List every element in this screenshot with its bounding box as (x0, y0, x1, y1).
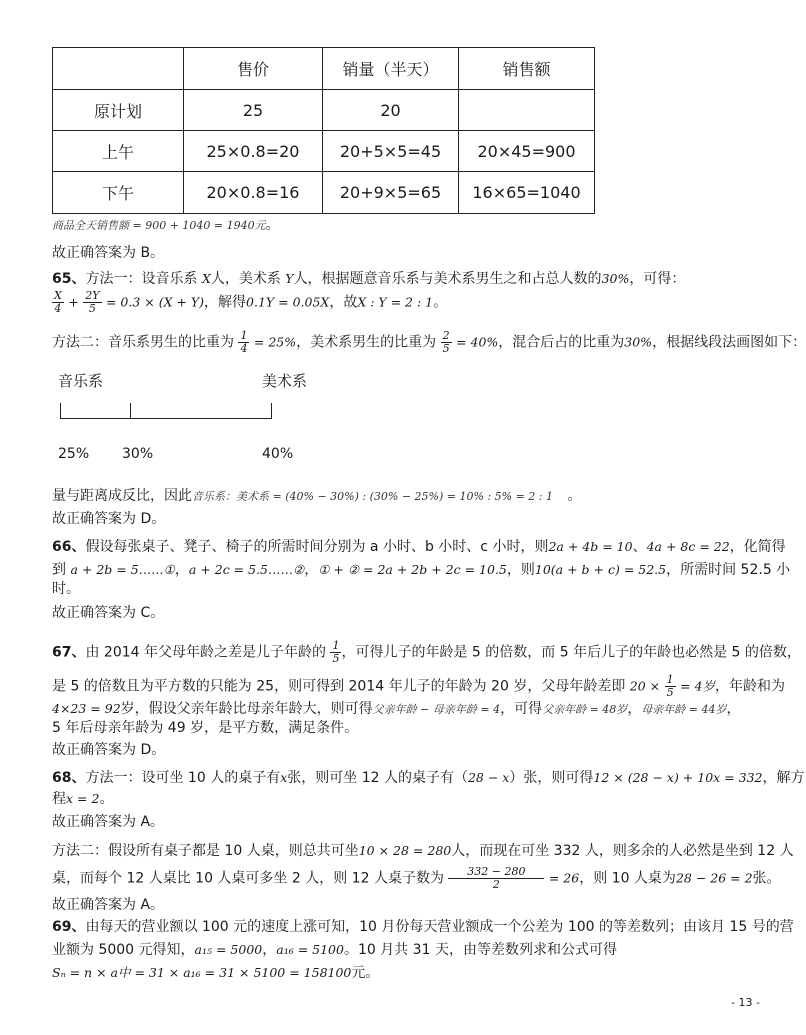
text: 。10 月共 31 天，由等差数列求和公式可得 (343, 942, 617, 958)
q65-line2: $\frac{X}{4}$ + $\frac{2Y}{5}$ = 0.3 × (X + Y)，解得0.1Y = 0.05X，故X : Y = 2 : 1。 (54, 289, 448, 315)
fraction: $\frac{X}{4}$ (54, 289, 62, 315)
q67-line2 (52, 674, 785, 699)
text: 方法一：设音乐系 (85, 271, 198, 287)
math-expression: = 26 (548, 870, 580, 886)
text: 量与距离成反比，因此 (52, 488, 192, 504)
fraction: $\frac{1}{5}$ (332, 639, 340, 665)
text: 元。 (351, 965, 380, 981)
math-expression: = 25% (253, 334, 297, 350)
table-header-cell (53, 48, 184, 90)
math-expression: Sₙ = n × a中 = 31 × a₁₆ = 31 × 5100 = 158100 (52, 965, 352, 980)
text: 。 (265, 217, 280, 233)
table-cell: 上午 (53, 131, 184, 172)
table-row (53, 131, 595, 172)
fraction: $\frac{2Y}{5}$ (85, 289, 100, 315)
q67-line3 (52, 700, 741, 719)
math-var: x (280, 770, 288, 785)
math-expression: a + 2b = 5……① (70, 562, 175, 577)
diagram-tick-label: 30% (122, 446, 154, 462)
text: 岁，假设父亲年龄比母亲年龄大，则可得 (120, 701, 373, 717)
math-expression: 父亲年龄 = 48岁 (542, 703, 628, 716)
math-expression: 30% (624, 334, 653, 350)
table-row (53, 90, 595, 131)
diagram-tick (130, 403, 131, 419)
math-expression: 0.1Y = 0.05X (246, 294, 330, 310)
q68-line1 (52, 769, 805, 787)
table-cell: 20 (323, 90, 459, 131)
math-expression: 音乐系：美术系 = (40% − 30%) : (30% − 25%) = 10% : 5% = 2 : 1 (192, 490, 554, 503)
text: 。 (567, 488, 582, 504)
table-cell: 原计划 (53, 90, 184, 131)
math-expression: 28 − 26 = 2 (675, 870, 753, 886)
q66-line1 (52, 538, 786, 556)
math-expression: a₁₅ = 5000 (194, 942, 263, 957)
text: ，解方 (762, 770, 805, 786)
text: ，则 10 人桌为 (579, 870, 676, 887)
q68-line3 (52, 842, 794, 860)
math-expression: X : Y = 2 : 1 (357, 294, 434, 310)
math-expression: 商品全天销售额 = 900 + 1040 = 1940元 (52, 219, 266, 232)
q66-line2 (52, 561, 790, 579)
math-expression: 10 × 28 = 280 (358, 843, 452, 858)
text: 。 (99, 791, 114, 807)
fraction: $\frac{1}{4}$ (240, 329, 248, 355)
text: 方法一：设可坐 10 人的桌子有 (85, 770, 281, 786)
text: ，解得 (204, 294, 247, 311)
question-number: 66、 (52, 539, 86, 555)
text: 人，美术系 (210, 271, 281, 287)
diagram-label-art: 美术系 (262, 372, 308, 390)
math-expression: 20 × (629, 678, 661, 694)
page-number: - 13 - (731, 996, 760, 1009)
answer-line: 故正确答案为 C。 (52, 605, 165, 621)
q69-line3 (52, 964, 379, 982)
text: ）张，则可得 (509, 770, 594, 786)
text: ，可得儿子的年龄是 5 的倍数，而 5 年后儿子的年龄也必然是 5 的倍数， (341, 644, 801, 661)
diagram-tick-label: 40% (262, 446, 294, 462)
diagram-tick-label: 25% (58, 446, 90, 462)
math-expression: 4a + 8c = 22 (646, 539, 730, 554)
table-cell: 20×45=900 (459, 131, 595, 172)
table-cell (459, 90, 595, 131)
text: 是 5 的倍数且为平方数的只能为 25，则可得到 2014 年儿子的年龄为 20 岁，父母年龄差即 (52, 678, 626, 695)
question-number: 67、 (52, 644, 86, 661)
text: ，混合后占的比重为 (498, 334, 625, 351)
question-number: 69、 (52, 919, 86, 935)
math-expression: a + 2c = 5.5……② (188, 562, 305, 577)
answer-line: 故正确答案为 A。 (52, 814, 165, 830)
text: 方法二：假设所有桌子都是 10 人桌，则总共可坐 (52, 843, 359, 859)
text: 张。 (752, 870, 781, 887)
diagram-tick (271, 403, 272, 419)
sales-table (52, 47, 595, 214)
math-expression: = 40% (456, 334, 499, 350)
table-cell: 下午 (53, 172, 184, 214)
q68-line4 (52, 866, 781, 891)
fraction: $\frac{1}{5}$ (666, 673, 674, 699)
text: 程 (52, 791, 66, 807)
math-var: Y (285, 271, 294, 286)
text: ， (174, 562, 189, 578)
table-header-cell: 售价 (184, 48, 323, 90)
diagram-segment (60, 418, 272, 419)
table-header-cell: 销售额 (459, 48, 595, 90)
q69-line1 (52, 918, 794, 936)
text: ，化简得 (729, 539, 786, 555)
q66-line3: 时。 (52, 581, 80, 597)
text: 、 (632, 539, 647, 555)
text: 桌，而每个 12 人桌比 10 人桌可多坐 2 人，则 12 人桌子数为 (52, 870, 444, 887)
table-cell: 20+5×5=45 (323, 131, 459, 172)
math-expression: a₁₆ = 5100 (276, 942, 344, 957)
sales-total-line (52, 216, 280, 235)
math-expression: = 0.3 × (X + Y) (105, 294, 205, 310)
answer-line: 故正确答案为 B。 (52, 245, 165, 261)
fraction: $\frac{332 - 280}{2}$ (448, 866, 544, 891)
math-expression: 10(a + b + c) = 52.5 (534, 562, 667, 577)
math-var: X (201, 271, 211, 286)
diagram-label-music: 音乐系 (58, 372, 104, 390)
text: ， (304, 562, 319, 578)
text: 到 (52, 562, 66, 578)
q69-line2 (52, 941, 617, 959)
answer-line: 故正确答案为 D。 (52, 511, 166, 527)
answer-line: 故正确答案为 A。 (52, 897, 165, 913)
q67-line4: 5 年后母亲年龄为 49 岁，是平方数，满足条件。 (52, 720, 359, 736)
text: ， (726, 701, 741, 717)
q68-line2 (52, 790, 113, 808)
text: 业额为 5000 元得知， (52, 942, 195, 958)
text: ，可得 (500, 701, 543, 717)
text: 方法二：音乐系男生的比重为 (52, 334, 234, 351)
text: ， (627, 701, 642, 717)
q65-ratio-line (52, 487, 581, 506)
text: 人，而现在可坐 332 人，则多余的人必然是坐到 12 人 (451, 843, 794, 859)
table-cell: 25 (184, 90, 323, 131)
math-expression: x = 2 (66, 791, 100, 806)
question-number: 65、 (52, 271, 86, 287)
math-expression: = 4岁 (680, 678, 715, 694)
answer-line: 故正确答案为 D。 (52, 742, 166, 758)
text: ，可得： (629, 271, 686, 287)
text: ，根据线段法画图如下： (652, 334, 806, 351)
text: ，所需时间 52.5 小 (666, 562, 791, 578)
question-number: 68、 (52, 770, 86, 786)
table-cell: 20+9×5=65 (323, 172, 459, 214)
text: ， (262, 942, 277, 958)
math-expression: 母亲年龄 = 44岁 (641, 703, 727, 716)
math-expression: 30% (601, 271, 630, 286)
q65-line1 (52, 270, 685, 288)
table-cell: 25×0.8=20 (184, 131, 323, 172)
table-row (53, 172, 595, 214)
text: 假设每张桌子、凳子、椅子的所需时间分别为 a 小时、b 小时、c 小时，则 (85, 539, 549, 555)
math-expression: 28 − x (467, 770, 510, 785)
text: ，则 (506, 562, 535, 578)
math-expression: 4×23 = 92 (52, 701, 121, 716)
math-expression: ① + ② = 2a + 2b + 2c = 10.5 (318, 562, 507, 577)
table-header-cell: 销量（半天） (323, 48, 459, 90)
text: 张，则可坐 12 人的桌子有（ (287, 770, 468, 786)
text: 。 (433, 294, 448, 311)
text: ，故 (329, 294, 358, 311)
math-expression: 2a + 4b = 10 (548, 539, 633, 554)
q65-line3 (52, 330, 806, 355)
math-expression: 父亲年龄 − 母亲年龄 = 4 (372, 703, 501, 716)
table-cell: 16×65=1040 (459, 172, 595, 214)
fraction: $\frac{2}{5}$ (442, 329, 450, 355)
text: 由每天的营业额以 100 元的速度上涨可知，10 月份每天营业额成一个公差为 100 的等差数列；由该月 15 号的营 (85, 919, 794, 935)
text: 由 2014 年父母年龄之差是儿子年龄的 (85, 644, 327, 661)
math-expression: 12 × (28 − x) + 10x = 332 (593, 770, 763, 785)
table-cell: 20×0.8=16 (184, 172, 323, 214)
diagram-tick (60, 403, 61, 419)
text: ，美术系男生的比重为 (296, 334, 437, 351)
q67-line1 (52, 640, 801, 665)
text: ，年龄和为 (714, 678, 785, 695)
text: 人，根据题意音乐系与美术系男生之和占总人数的 (293, 271, 602, 287)
